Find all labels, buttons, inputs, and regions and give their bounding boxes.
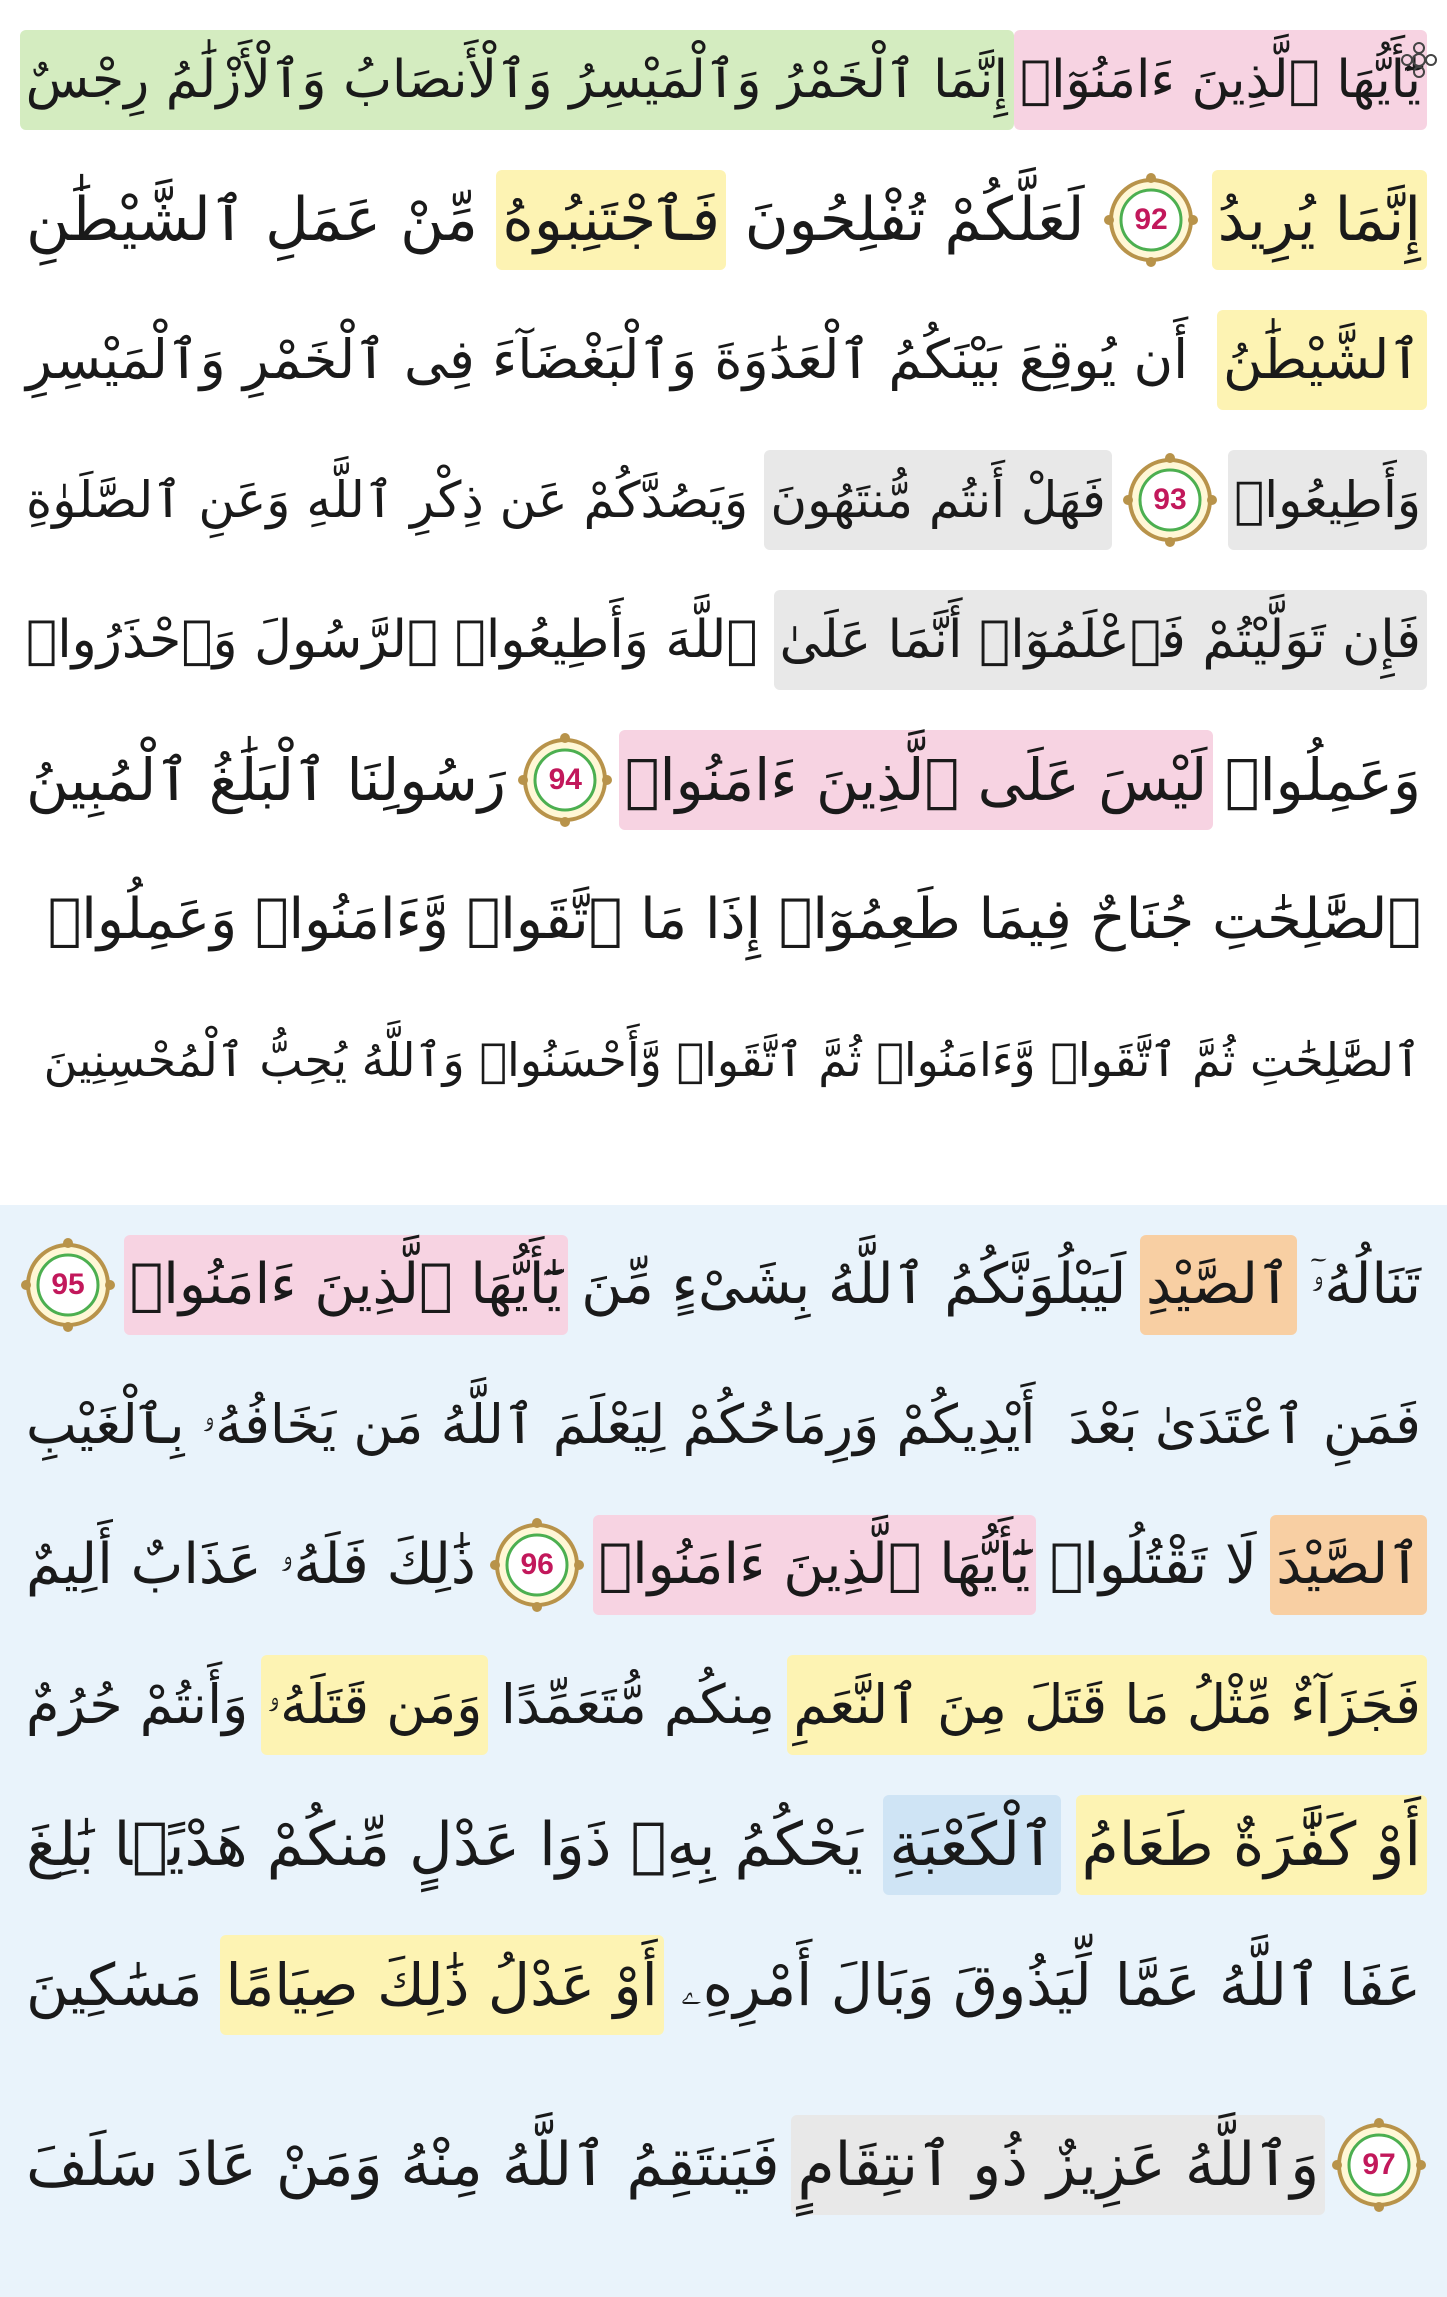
ayah-end-marker xyxy=(1122,452,1218,548)
verse-segment: ذَٰلِكَ فَلَهُۥ عَذَابٌ أَلِيمٌ xyxy=(26,1532,476,1597)
quran-line-11 xyxy=(20,1500,1427,1630)
verse-segment: مِنكُم مُّتَعَمِّدًا xyxy=(500,1673,775,1736)
verse-segment: وَمَن قَتَلَهُۥ xyxy=(261,1655,489,1755)
verse-segment: فَإِن تَوَلَّيْتُمْ فَٱعْلَمُوٓا۟ أَنَّمَا عَلَىٰ xyxy=(774,590,1427,690)
quran-line-13 xyxy=(20,1780,1427,1910)
verse-segment: ٱلصَّيْدَ xyxy=(1270,1515,1427,1615)
ayah-number: 94 xyxy=(548,763,582,796)
verse-segment: إِنَّمَا يُرِيدُ xyxy=(1212,170,1427,270)
verse-segment: فَجَزَآءٌ مِّثْلُ مَا قَتَلَ مِنَ ٱلنَّعَمِ xyxy=(787,1655,1427,1755)
quran-line-8 xyxy=(20,995,1427,1125)
ayah-number: 93 xyxy=(1153,483,1187,516)
verse-segment: أَيْدِيكُمْ وَرِمَاحُكُمْ لِيَعْلَمَ ٱللَّهُ مَن يَخَافُهُۥ بِٱلْغَيْبِ xyxy=(26,1393,1036,1456)
verse-segment: مَسَٰكِينَ xyxy=(26,1951,203,2019)
ayah-number: 97 xyxy=(1362,2148,1396,2181)
ayah-end-marker xyxy=(20,1237,116,1333)
verse-segment: سَلَفَ xyxy=(26,2130,159,2200)
verse-segment: أَوْ عَدْلُ ذَٰلِكَ صِيَامًا xyxy=(220,1935,664,2035)
verse-segment: لَيْسَ عَلَى ٱلَّذِينَ ءَامَنُوا۟ xyxy=(619,730,1214,830)
verse-start-flower-icon xyxy=(1399,40,1439,80)
quran-line-14 xyxy=(20,1920,1427,2050)
verse-segment: وَأَنتُمْ حُرُمٌ xyxy=(26,1673,249,1736)
verse-segment: أَن يُوقِعَ بَيْنَكُمُ ٱلْعَدَٰوَةَ وَٱلْبَغْضَآءَ فِى ٱلْخَمْرِ وَٱلْمَيْسِرِ xyxy=(26,328,1189,391)
verse-segment: وَٱللَّهُ عَزِيزٌ ذُو ٱنتِقَامٍ xyxy=(791,2115,1325,2215)
ayah-end-marker xyxy=(1331,2117,1427,2213)
quran-line-4 xyxy=(20,435,1427,565)
verse-segment: مِّنْ عَمَلِ ٱلشَّيْطَٰنِ xyxy=(26,185,478,255)
verse-segment: فَمَنِ ٱعْتَدَىٰ بَعْدَ xyxy=(1068,1393,1421,1456)
verse-segment: رَسُولِنَا ٱلْبَلَٰغُ ٱلْمُبِينُ xyxy=(26,746,506,814)
verse-segment: ٱلصَّٰلِحَٰتِ ثُمَّ ٱتَّقَوا۟ وَّءَامَنُوا۟ ثُمَّ ٱتَّقَوا۟ وَّأَحْسَنُوا۟ وَٱللَّهُ يُحِبُّ ٱلْمُحْسِنِينَ xyxy=(43,1033,1421,1087)
quran-line-10 xyxy=(20,1360,1427,1490)
verse-segment: لَا تَقْتُلُوا۟ xyxy=(1049,1532,1257,1597)
verse-segment: فَيَنتَقِمُ ٱللَّهُ مِنْهُ xyxy=(400,2130,780,2200)
verse-segment: ٱلصَّٰلِحَٰتِ جُنَاحٌ فِيمَا طَعِمُوٓا۟ إِذَا مَا ٱتَّقَوا۟ وَّءَامَنُوا۟ وَعَمِلُوا۟ xyxy=(47,887,1421,952)
verse-segment: ٱلصَّيْدِ xyxy=(1140,1235,1297,1335)
verse-segment: يَٰٓأَيُّهَا ٱلَّذِينَ ءَامَنُوا۟ xyxy=(124,1235,568,1335)
verse-segment: ٱلشَّيْطَٰنُ xyxy=(1217,310,1427,410)
verse-segment: ٱلْكَعْبَةِ xyxy=(883,1795,1061,1895)
quran-line-6 xyxy=(20,715,1427,845)
verse-segment: يَٰٓأَيُّهَا ٱلَّذِينَ ءَامَنُوٓا۟ xyxy=(1014,30,1427,130)
ayah-end-marker xyxy=(517,732,613,828)
quran-line-7 xyxy=(20,855,1427,985)
verse-segment: إِنَّمَا ٱلْخَمْرُ وَٱلْمَيْسِرُ وَٱلْأَنصَابُ وَٱلْأَزْلَٰمُ رِجْسٌ xyxy=(20,30,1014,130)
verse-segment: يَٰٓأَيُّهَا ٱلَّذِينَ ءَامَنُوا۟ xyxy=(593,1515,1037,1615)
verse-segment: عَفَا ٱللَّهُ عَمَّا xyxy=(1114,1951,1421,2019)
quran-line-2 xyxy=(20,155,1427,285)
verse-segment: تَنَالُهُۥٓ xyxy=(1310,1252,1421,1317)
quran-line-3 xyxy=(20,295,1427,425)
verse-segment: فَٱجْتَنِبُوهُ xyxy=(496,170,726,270)
quran-line-5 xyxy=(20,575,1427,705)
ayah-number: 92 xyxy=(1134,203,1168,236)
quran-line-9 xyxy=(20,1220,1427,1350)
quran-line-12 xyxy=(20,1640,1427,1770)
verse-segment: وَمَنْ عَادَ xyxy=(176,2130,383,2200)
ayah-end-marker xyxy=(1103,172,1199,268)
verse-segment: وَيَصُدَّكُمْ عَن ذِكْرِ ٱللَّهِ وَعَنِ ٱلصَّلَوٰةِ xyxy=(26,471,749,529)
verse-segment: ٱللَّهَ وَأَطِيعُوا۟ ٱلرَّسُولَ وَٱحْذَرُوا۟ xyxy=(26,610,758,670)
verse-segment: وَعَمِلُوا۟ xyxy=(1224,746,1421,814)
verse-segment: لَعَلَّكُمْ تُفْلِحُونَ xyxy=(744,185,1085,255)
ayah-end-marker xyxy=(489,1517,585,1613)
verse-segment: لِّيَذُوقَ وَبَالَ أَمْرِهِۦ xyxy=(680,1951,1092,2019)
quran-line-15 xyxy=(20,2100,1427,2230)
quran-line-1 xyxy=(20,15,1427,145)
verse-segment: وَأَطِيعُوا۟ xyxy=(1228,450,1427,550)
verse-segment: يَحْكُمُ بِهِۦ ذَوَا عَدْلٍ مِّنكُمْ هَدْيًۢا بَٰلِغَ xyxy=(26,1810,863,1880)
ayah-number: 95 xyxy=(51,1268,85,1301)
verse-segment: أَوْ كَفَّٰرَةٌ طَعَامُ xyxy=(1076,1795,1427,1895)
verse-segment: فَهَلْ أَنتُم مُّنتَهُونَ xyxy=(764,450,1111,550)
ayah-number: 96 xyxy=(520,1548,554,1581)
verse-segment: لَيَبْلُوَنَّكُمُ ٱللَّهُ بِشَىْءٍ مِّنَ xyxy=(581,1252,1127,1317)
